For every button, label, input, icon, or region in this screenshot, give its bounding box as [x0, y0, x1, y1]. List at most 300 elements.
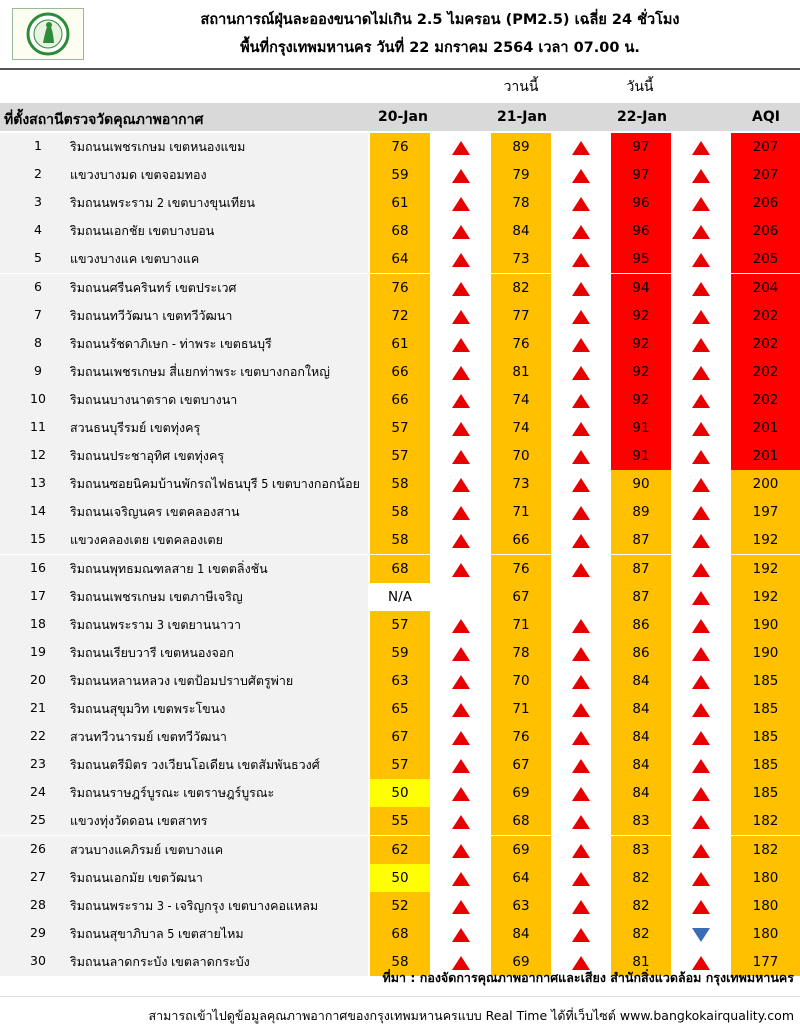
date2-value: 76 — [491, 555, 551, 583]
date2-value: 79 — [491, 161, 551, 189]
date3-value: 89 — [611, 498, 671, 526]
date1-value: 62 — [370, 836, 430, 864]
aqi-value: 190 — [731, 639, 800, 667]
station-name: แขวงคลองเตย เขตคลองเตย — [70, 532, 223, 548]
aqi-value: 177 — [731, 948, 800, 976]
trend-up-icon — [452, 422, 470, 436]
station-name: ริมถนนรัชดาภิเษก - ท่าพระ เขตธนบุรี — [70, 335, 272, 351]
date2-value: 89 — [491, 133, 551, 161]
table-row — [0, 807, 800, 835]
date3-value: 86 — [611, 639, 671, 667]
date2-value: 66 — [491, 526, 551, 554]
date2-value: 71 — [491, 611, 551, 639]
trend-up-icon — [692, 647, 710, 661]
station-name: แขวงทุ่งวัดดอน เขตสาทร — [70, 813, 208, 829]
station-name: ริมถนนศรีนครินทร์ เขตประเวศ — [70, 279, 237, 295]
date2-value: 74 — [491, 386, 551, 414]
date3-value: 86 — [611, 611, 671, 639]
aqi-value: 192 — [731, 555, 800, 583]
date3-value: 92 — [611, 358, 671, 386]
trend-up-icon — [572, 506, 590, 520]
aqi-value: 180 — [731, 920, 800, 948]
trend-up-icon — [692, 787, 710, 801]
table-row — [0, 836, 800, 864]
trend-up-icon — [692, 872, 710, 886]
date3-value: 97 — [611, 161, 671, 189]
report-subtitle: พื้นที่กรุงเทพมหานคร วันที่ 22 มกราคม 2564 เวลา 07.00 น. — [240, 40, 640, 56]
aqi-value: 185 — [731, 667, 800, 695]
station-number: 24 — [30, 784, 46, 800]
aqi-value: 206 — [731, 217, 800, 245]
date1-value: 58 — [370, 526, 430, 554]
station-number: 7 — [34, 306, 42, 322]
station-name: ริมถนนลาดกระบัง เขตลาดกระบัง — [70, 953, 250, 969]
trend-up-icon — [692, 310, 710, 324]
station-name: ริมถนนประชาอุทิศ เขตทุ่งครุ — [70, 448, 225, 464]
station-number: 6 — [34, 278, 42, 294]
date1-value: 65 — [370, 695, 430, 723]
date2-value: 84 — [491, 920, 551, 948]
station-name: ริมถนนสุขาภิบาล 5 เขตสายไหม — [70, 925, 244, 941]
date2-value: 78 — [491, 639, 551, 667]
trend-up-icon — [452, 731, 470, 745]
trend-up-icon — [452, 900, 470, 914]
trend-up-icon — [692, 731, 710, 745]
trend-up-icon — [452, 310, 470, 324]
station-number: 4 — [34, 222, 42, 238]
trend-up-icon — [452, 619, 470, 633]
station-name: สวนธนบุรีรมย์ เขตทุ่งครุ — [70, 420, 201, 435]
table-row — [0, 302, 800, 330]
trend-up-icon — [572, 759, 590, 773]
date1-value: 68 — [370, 920, 430, 948]
date1-value: 50 — [370, 864, 430, 892]
trend-up-icon — [572, 141, 590, 155]
aqi-value: 202 — [731, 302, 800, 330]
date2-value: 76 — [491, 330, 551, 358]
date3-value: 81 — [611, 948, 671, 976]
realtime-note: สามารถเข้าไปดูข้อมูลคุณภาพอากาศของกรุงเทพมหานครแบบ Real Time ได้ที่เว็บไซต์ www.bangkokairquality.com — [148, 1008, 794, 1023]
date1-value: 57 — [370, 414, 430, 442]
date3-value: 96 — [611, 217, 671, 245]
station-number: 15 — [30, 531, 46, 547]
station-number: 8 — [34, 334, 42, 350]
trend-up-icon — [692, 338, 710, 352]
trend-up-icon — [572, 928, 590, 942]
table-row — [0, 555, 800, 583]
trend-up-icon — [452, 759, 470, 773]
column-header-row — [0, 103, 800, 131]
station-name: ริมถนนหลานหลวง เขตป้อมปราบศัตรูพ่าย — [70, 672, 294, 688]
trend-up-icon — [572, 675, 590, 689]
aqi-value: 192 — [731, 526, 800, 554]
trend-up-icon — [692, 619, 710, 633]
date3-value: 92 — [611, 302, 671, 330]
trend-up-icon — [572, 282, 590, 296]
table-row — [0, 667, 800, 695]
aqi-value: 185 — [731, 779, 800, 807]
trend-up-icon — [452, 563, 470, 577]
trend-up-icon — [572, 534, 590, 548]
trend-up-icon — [452, 141, 470, 155]
trend-up-icon — [452, 703, 470, 717]
station-number: 26 — [30, 840, 46, 856]
station-number: 2 — [34, 166, 42, 182]
date1-value: 57 — [370, 751, 430, 779]
date2-value: 73 — [491, 470, 551, 498]
date1-value: 64 — [370, 245, 430, 273]
date3-value: 87 — [611, 583, 671, 611]
aqi-value: 204 — [731, 274, 800, 302]
aqi-value: 202 — [731, 358, 800, 386]
station-name: แขวงบางมด เขตจอมทอง — [70, 167, 207, 183]
date2-value: 74 — [491, 414, 551, 442]
date3-value: 82 — [611, 892, 671, 920]
station-name: ริมถนนเพชรเกษม สี่แยกท่าพระ เขตบางกอกใหญ่ — [70, 363, 330, 379]
station-number: 19 — [30, 643, 46, 659]
trend-up-icon — [572, 563, 590, 577]
date2-value: 69 — [491, 836, 551, 864]
aqi-value: 207 — [731, 161, 800, 189]
trend-up-icon — [692, 282, 710, 296]
trend-up-icon — [452, 647, 470, 661]
table-row — [0, 526, 800, 554]
trend-up-icon — [692, 478, 710, 492]
station-number: 13 — [30, 475, 46, 491]
trend-up-icon — [692, 815, 710, 829]
trend-up-icon — [452, 338, 470, 352]
aqi-value: 190 — [731, 611, 800, 639]
trend-up-icon — [692, 900, 710, 914]
date2-value: 78 — [491, 189, 551, 217]
date1-value: N/A — [370, 583, 430, 611]
station-number: 23 — [30, 756, 46, 772]
date1-value: 52 — [370, 892, 430, 920]
date1-value: 72 — [370, 302, 430, 330]
station-name: ริมถนนพระราม 2 เขตบางขุนเทียน — [70, 195, 256, 211]
date3-value: 94 — [611, 274, 671, 302]
station-number: 21 — [30, 700, 46, 715]
date2-value: 63 — [491, 892, 551, 920]
trend-up-icon — [572, 619, 590, 633]
station-name: ริมถนนพระราม 3 เขตยานนาวา — [70, 616, 241, 632]
station-name: ริมถนนตรีมิตร วงเวียนโอเดียน เขตสัมพันธวงศ์ — [70, 757, 320, 773]
aqi-value: 192 — [731, 583, 800, 611]
trend-up-icon — [692, 225, 710, 239]
report-title: สถานการณ์ฝุ่นละอองขนาดไม่เกิน 2.5 ไมครอน (PM2.5) เฉลี่ย 24 ชั่วโมง — [200, 12, 680, 28]
trend-up-icon — [572, 900, 590, 914]
table-row — [0, 386, 800, 414]
trend-up-icon — [572, 844, 590, 858]
station-name: สวนทวีวนารมย์ เขตทวีวัฒนา — [70, 729, 227, 745]
station-name: แขวงบางแค เขตบางแค — [70, 251, 200, 267]
table-row — [0, 414, 800, 442]
station-number: 20 — [30, 671, 46, 687]
trend-up-icon — [572, 731, 590, 745]
aqi-value: 197 — [731, 498, 800, 526]
header-divider — [0, 68, 800, 70]
trend-up-icon — [452, 787, 470, 801]
date3-value: 90 — [611, 470, 671, 498]
table-row — [0, 892, 800, 920]
station-name: ริมถนนซอยนิคมบ้านพักรถไฟธนบุรี 5 เขตบางกอกน้อย — [70, 476, 360, 492]
trend-up-icon — [572, 478, 590, 492]
station-number: 25 — [30, 812, 46, 828]
date1-column-header: 20-Jan — [378, 109, 428, 125]
trend-up-icon — [692, 422, 710, 436]
station-number: 14 — [30, 503, 46, 519]
trend-up-icon — [572, 366, 590, 380]
date1-value: 61 — [370, 330, 430, 358]
date3-value: 84 — [611, 751, 671, 779]
date1-value: 58 — [370, 948, 430, 976]
station-number: 17 — [30, 587, 46, 603]
station-name: ริมถนนราษฎร์บูรณะ เขตราษฎร์บูรณะ — [70, 785, 275, 801]
date1-value: 76 — [370, 133, 430, 161]
date3-value: 91 — [611, 442, 671, 470]
date2-value: 69 — [491, 779, 551, 807]
station-number: 5 — [34, 250, 42, 266]
station-number: 27 — [30, 868, 46, 884]
footer-divider — [0, 996, 800, 997]
date1-value: 57 — [370, 442, 430, 470]
trend-up-icon — [692, 703, 710, 717]
date3-value: 97 — [611, 133, 671, 161]
trend-up-icon — [452, 506, 470, 520]
trend-up-icon — [692, 675, 710, 689]
aqi-value: 201 — [731, 442, 800, 470]
date1-value: 63 — [370, 667, 430, 695]
trend-up-icon — [572, 450, 590, 464]
date2-value: 77 — [491, 302, 551, 330]
date3-value: 87 — [611, 526, 671, 554]
station-name: ริมถนนเพชรเกษม เขตหนองแขม — [70, 139, 246, 154]
date2-value: 82 — [491, 274, 551, 302]
date1-value: 59 — [370, 161, 430, 189]
aqi-value: 202 — [731, 330, 800, 358]
table-row — [0, 133, 800, 161]
trend-up-icon — [572, 253, 590, 267]
date3-value: 92 — [611, 330, 671, 358]
table-row — [0, 920, 800, 948]
trend-up-icon — [452, 225, 470, 239]
aqi-value: 202 — [731, 386, 800, 414]
date2-value: 70 — [491, 667, 551, 695]
trend-up-icon — [452, 197, 470, 211]
trend-up-icon — [452, 815, 470, 829]
trend-down-icon — [692, 928, 710, 942]
table-row — [0, 189, 800, 217]
date1-value: 61 — [370, 189, 430, 217]
date2-value: 76 — [491, 723, 551, 751]
date1-value: 67 — [370, 723, 430, 751]
date3-value: 92 — [611, 386, 671, 414]
trend-up-icon — [572, 647, 590, 661]
trend-up-icon — [572, 787, 590, 801]
trend-up-icon — [692, 366, 710, 380]
station-number: 1 — [34, 138, 42, 153]
table-row — [0, 864, 800, 892]
trend-up-icon — [692, 450, 710, 464]
table-row — [0, 723, 800, 751]
trend-up-icon — [572, 422, 590, 436]
date3-value: 84 — [611, 695, 671, 723]
date2-value: 84 — [491, 217, 551, 245]
trend-up-icon — [572, 703, 590, 717]
date1-value: 57 — [370, 611, 430, 639]
date1-value: 59 — [370, 639, 430, 667]
trend-up-icon — [452, 844, 470, 858]
date1-value: 66 — [370, 358, 430, 386]
date1-value: 66 — [370, 386, 430, 414]
table-row — [0, 245, 800, 273]
trend-up-icon — [692, 563, 710, 577]
trend-up-icon — [452, 928, 470, 942]
station-name: ริมถนนเพชรเกษม เขตภาษีเจริญ — [70, 588, 243, 604]
station-name: ริมถนนพุทธมณฑลสาย 1 เขตตลิ่งชัน — [70, 560, 268, 576]
trend-up-icon — [692, 197, 710, 211]
aqi-value: 200 — [731, 470, 800, 498]
aqi-value: 182 — [731, 807, 800, 835]
date1-value: 68 — [370, 217, 430, 245]
trend-up-icon — [452, 675, 470, 689]
date1-value: 76 — [370, 274, 430, 302]
trend-up-icon — [572, 394, 590, 408]
today-label: วันนี้ — [626, 79, 654, 95]
date1-value: 68 — [370, 555, 430, 583]
station-number: 9 — [34, 362, 42, 378]
date2-value: 68 — [491, 807, 551, 835]
aqi-value: 185 — [731, 751, 800, 779]
yesterday-label: วานนี้ — [503, 79, 539, 95]
date2-value: 64 — [491, 864, 551, 892]
station-column-header: ที่ตั้งสถานีตรวจวัดคุณภาพอากาศ — [4, 112, 204, 128]
station-number: 29 — [30, 924, 46, 940]
trend-up-icon — [452, 169, 470, 183]
trend-up-icon — [692, 591, 710, 605]
date1-value: 58 — [370, 498, 430, 526]
aqi-value: 180 — [731, 892, 800, 920]
station-number: 3 — [34, 194, 42, 210]
date2-value: 81 — [491, 358, 551, 386]
station-name: ริมถนนพระราม 3 - เจริญกรุง เขตบางคอแหลม — [70, 897, 319, 913]
date2-value: 73 — [491, 245, 551, 273]
trend-up-icon — [572, 169, 590, 183]
station-number: 22 — [30, 728, 46, 744]
aqi-column-header: AQI — [752, 109, 780, 125]
trend-up-icon — [452, 282, 470, 296]
station-number: 28 — [30, 896, 46, 912]
station-number: 16 — [30, 559, 46, 575]
date3-value: 96 — [611, 189, 671, 217]
trend-up-icon — [692, 534, 710, 548]
table-row — [0, 695, 800, 723]
date3-value: 91 — [611, 414, 671, 442]
date2-value: 71 — [491, 498, 551, 526]
station-name: ริมถนนเอกชัย เขตบางบอน — [70, 223, 215, 239]
trend-up-icon — [572, 872, 590, 886]
aqi-value: 182 — [731, 836, 800, 864]
trend-up-icon — [692, 394, 710, 408]
trend-up-icon — [692, 169, 710, 183]
date1-value: 50 — [370, 779, 430, 807]
table-row — [0, 274, 800, 302]
trend-up-icon — [452, 478, 470, 492]
aqi-value: 206 — [731, 189, 800, 217]
bangkok-seal-icon — [12, 8, 84, 60]
trend-up-icon — [452, 450, 470, 464]
date3-value: 83 — [611, 836, 671, 864]
date1-value: 58 — [370, 470, 430, 498]
trend-up-icon — [452, 253, 470, 267]
trend-up-icon — [572, 197, 590, 211]
table-row — [0, 470, 800, 498]
aqi-value: 180 — [731, 864, 800, 892]
date3-value: 87 — [611, 555, 671, 583]
source-note: ที่มา : กองจัดการคุณภาพอากาศและเสียง สำนักสิ่งแวดล้อม กรุงเทพมหานคร — [382, 970, 794, 985]
date3-value: 84 — [611, 779, 671, 807]
date2-value: 67 — [491, 751, 551, 779]
table-row — [0, 358, 800, 386]
date2-value: 70 — [491, 442, 551, 470]
aqi-value: 207 — [731, 133, 800, 161]
trend-up-icon — [692, 141, 710, 155]
table-row — [0, 161, 800, 189]
table-row — [0, 217, 800, 245]
aqi-value: 185 — [731, 695, 800, 723]
date2-value: 71 — [491, 695, 551, 723]
trend-up-icon — [572, 815, 590, 829]
station-number: 18 — [30, 615, 46, 631]
trend-up-icon — [452, 534, 470, 548]
station-number: 12 — [30, 447, 46, 463]
trend-up-icon — [452, 366, 470, 380]
station-number: 30 — [30, 952, 46, 968]
table-row — [0, 611, 800, 639]
station-name: ริมถนนเจริญนคร เขตคลองสาน — [70, 504, 240, 520]
station-name: ริมถนนทวีวัฒนา เขตทวีวัฒนา — [70, 307, 233, 323]
date3-value: 82 — [611, 864, 671, 892]
trend-up-icon — [692, 844, 710, 858]
station-name: ริมถนนเรียบวารี เขตหนองจอก — [70, 644, 234, 660]
date3-value: 95 — [611, 245, 671, 273]
station-name: ริมถนนบางนาตราด เขตบางนา — [70, 391, 238, 407]
date3-value: 84 — [611, 723, 671, 751]
date1-value: 55 — [370, 807, 430, 835]
trend-up-icon — [692, 506, 710, 520]
date3-value: 83 — [611, 807, 671, 835]
aqi-value: 205 — [731, 245, 800, 273]
trend-up-icon — [692, 759, 710, 773]
table-row — [0, 498, 800, 526]
date2-column-header: 21-Jan — [497, 109, 547, 125]
station-name: สวนบางแคภิรมย์ เขตบางแค — [70, 841, 224, 857]
station-name: ริมถนนเอกมัย เขตวัฒนา — [70, 869, 203, 885]
station-number: 10 — [30, 390, 46, 406]
date2-value: 69 — [491, 948, 551, 976]
trend-up-icon — [572, 338, 590, 352]
aqi-value: 185 — [731, 723, 800, 751]
report-header — [0, 0, 800, 68]
table-row — [0, 442, 800, 470]
table-row — [0, 639, 800, 667]
table-row — [0, 583, 800, 611]
trend-up-icon — [572, 310, 590, 324]
aqi-value: 201 — [731, 414, 800, 442]
date3-column-header: 22-Jan — [617, 109, 667, 125]
station-name: ริมถนนสุขุมวิท เขตพระโขนง — [70, 701, 226, 716]
table-row — [0, 751, 800, 779]
